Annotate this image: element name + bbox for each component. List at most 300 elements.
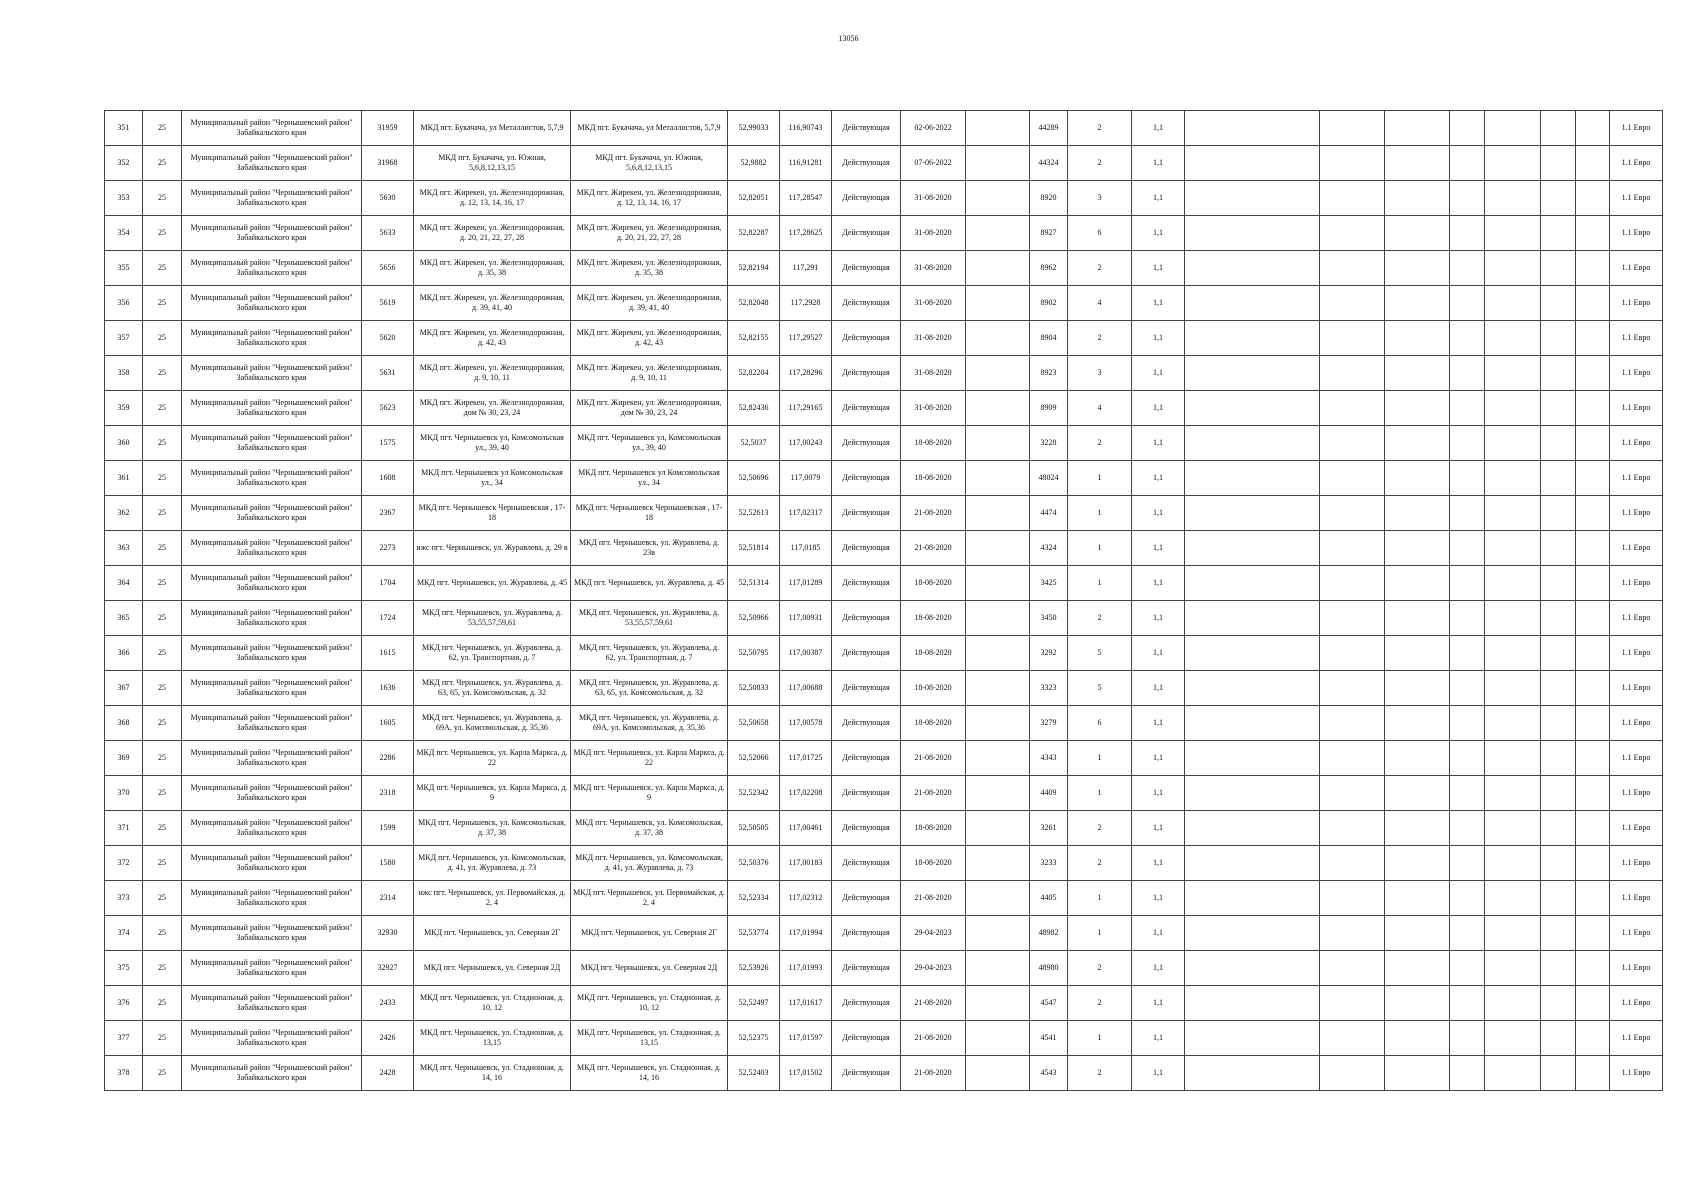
table-cell: 1575: [362, 426, 414, 461]
table-cell: 376: [105, 986, 143, 1021]
table-cell: МКД пгт. Жирекен, ул. Железнодорожная, д. 35, 38: [571, 251, 728, 286]
table-cell: 31-08-2020: [901, 216, 966, 251]
table-cell: 52,50505: [728, 811, 780, 846]
table-cell: [966, 391, 1030, 426]
table-cell: [1485, 216, 1541, 251]
table-cell: [1185, 776, 1320, 811]
table-cell: 1.1 Евро: [1610, 566, 1663, 601]
table-cell: Муниципальный район "Чернышевский район" Забайкальского края: [182, 496, 362, 531]
table-cell: 4547: [1030, 986, 1068, 1021]
table-cell: 359: [105, 391, 143, 426]
table-cell: 1608: [362, 461, 414, 496]
table-cell: [1450, 426, 1485, 461]
table-cell: [1450, 111, 1485, 146]
table-cell: 52,52342: [728, 776, 780, 811]
table-cell: 1: [1068, 531, 1132, 566]
table-cell: [966, 111, 1030, 146]
table-cell: 363: [105, 531, 143, 566]
table-cell: 117,29165: [780, 391, 832, 426]
table-cell: [1385, 216, 1450, 251]
table-cell: [1320, 601, 1385, 636]
table-row: [105, 1056, 1663, 1091]
table-cell: 18-08-2020: [901, 846, 966, 881]
table-cell: 25: [143, 1021, 182, 1056]
table-row: [105, 601, 1663, 636]
table-cell: [1320, 426, 1385, 461]
table-cell: [1185, 391, 1320, 426]
table-cell: 2: [1068, 986, 1132, 1021]
table-cell: 52,82051: [728, 181, 780, 216]
table-cell: 378: [105, 1056, 143, 1091]
table-cell: [1541, 426, 1576, 461]
table-cell: 117,29527: [780, 321, 832, 356]
table-cell: 117,0185: [780, 531, 832, 566]
table-cell: 1,1: [1132, 986, 1185, 1021]
table-cell: [1576, 986, 1610, 1021]
table-cell: 117,01993: [780, 951, 832, 986]
table-cell: МКД пгт. Чернышевск, ул. Журавлева, д. 45: [571, 566, 728, 601]
table-cell: МКД пгт. Чернышевск Чернышевская , 17-18: [414, 496, 571, 531]
table-cell: Действующая: [832, 881, 901, 916]
table-cell: [1320, 321, 1385, 356]
table-cell: 25: [143, 601, 182, 636]
table-cell: 21-08-2020: [901, 741, 966, 776]
table-cell: 117,01289: [780, 566, 832, 601]
table-cell: [1320, 111, 1385, 146]
table-cell: 369: [105, 741, 143, 776]
table-cell: 1.1 Евро: [1610, 741, 1663, 776]
table-cell: Действующая: [832, 846, 901, 881]
table-cell: 1,1: [1132, 916, 1185, 951]
table-cell: [1385, 986, 1450, 1021]
table-cell: МКД пгт. Жирекен, ул. Железнодорожная, д. 42, 43: [414, 321, 571, 356]
table-cell: 5631: [362, 356, 414, 391]
table-cell: 25: [143, 251, 182, 286]
table-cell: Муниципальный район "Чернышевский район" Забайкальского края: [182, 286, 362, 321]
table-row: [105, 496, 1663, 531]
table-cell: [1541, 846, 1576, 881]
table-cell: [1185, 1056, 1320, 1091]
table-cell: 3: [1068, 356, 1132, 391]
table-cell: [1185, 111, 1320, 146]
table-cell: [1320, 566, 1385, 601]
table-cell: [1450, 566, 1485, 601]
table-cell: [1385, 776, 1450, 811]
table-cell: Муниципальный район "Чернышевский район" Забайкальского края: [182, 811, 362, 846]
table-cell: Муниципальный район "Чернышевский район" Забайкальского края: [182, 356, 362, 391]
table-cell: 25: [143, 286, 182, 321]
table-cell: 1704: [362, 566, 414, 601]
table-cell: Муниципальный район "Чернышевский район" Забайкальского края: [182, 741, 362, 776]
table-cell: [1185, 706, 1320, 741]
table-cell: 2367: [362, 496, 414, 531]
table-cell: 52,82287: [728, 216, 780, 251]
table-cell: 116,91281: [780, 146, 832, 181]
table-cell: 5630: [362, 181, 414, 216]
table-cell: 117,00931: [780, 601, 832, 636]
table-cell: [1320, 251, 1385, 286]
table-cell: [1541, 916, 1576, 951]
table-cell: 31-08-2020: [901, 286, 966, 321]
table-cell: 4343: [1030, 741, 1068, 776]
table-cell: 2: [1068, 426, 1132, 461]
table-cell: 52,50795: [728, 636, 780, 671]
table-cell: 358: [105, 356, 143, 391]
table-cell: [1385, 111, 1450, 146]
table-cell: Действующая: [832, 601, 901, 636]
table-cell: 5620: [362, 321, 414, 356]
table-cell: [1541, 461, 1576, 496]
table-cell: [1185, 286, 1320, 321]
table-cell: Муниципальный район "Чернышевский район" Забайкальского края: [182, 426, 362, 461]
table-cell: [1450, 951, 1485, 986]
table-cell: 29-04-2023: [901, 951, 966, 986]
table-cell: МКД пгт. Жирекен, ул. Железнодорожная, д. 42, 43: [571, 321, 728, 356]
table-row: [105, 531, 1663, 566]
table-cell: [1185, 741, 1320, 776]
table-cell: [1541, 286, 1576, 321]
table-cell: [1485, 426, 1541, 461]
table-cell: 52,50658: [728, 706, 780, 741]
table-cell: МКД пгт. Чернышевск, ул. Северная 2Д: [571, 951, 728, 986]
table-row: [105, 706, 1663, 741]
table-cell: [1320, 391, 1385, 426]
table-cell: 52,50833: [728, 671, 780, 706]
table-cell: [1450, 741, 1485, 776]
table-cell: [1385, 741, 1450, 776]
table-cell: [1385, 566, 1450, 601]
table-row: [105, 286, 1663, 321]
table-cell: [1576, 811, 1610, 846]
table-cell: [1541, 671, 1576, 706]
table-cell: МКД пгт. Чернышевск ул, Комсомольская ул., 39, 40: [414, 426, 571, 461]
table-cell: МКД пгт. Чернышевск, ул. Стадионная, д. 14, 16: [571, 1056, 728, 1091]
table-cell: [1576, 531, 1610, 566]
table-cell: МКД пгт. Чернышевск, ул. Комсомольская, д. 41, ул. Журавлева, д. 73: [571, 846, 728, 881]
table-cell: 6: [1068, 706, 1132, 741]
table-cell: 1,1: [1132, 1021, 1185, 1056]
table-cell: 48982: [1030, 916, 1068, 951]
table-cell: [1450, 496, 1485, 531]
table-cell: Действующая: [832, 986, 901, 1021]
table-cell: 4: [1068, 286, 1132, 321]
table-cell: 1,1: [1132, 531, 1185, 566]
table-cell: 117,00688: [780, 671, 832, 706]
table-cell: Действующая: [832, 531, 901, 566]
table-cell: 371: [105, 811, 143, 846]
table-cell: 365: [105, 601, 143, 636]
table-cell: [1485, 111, 1541, 146]
table-cell: [1485, 496, 1541, 531]
table-cell: Действующая: [832, 251, 901, 286]
table-cell: [1576, 321, 1610, 356]
table-cell: Действующая: [832, 811, 901, 846]
table-cell: 25: [143, 216, 182, 251]
table-cell: МКД пгт. Чернышевск, ул. Журавлева, д. 45: [414, 566, 571, 601]
table-cell: Муниципальный район "Чернышевский район" Забайкальского края: [182, 986, 362, 1021]
table-cell: 4541: [1030, 1021, 1068, 1056]
table-cell: МКД пгт. Чернышевск, ул. Стадионная, д. 10, 12: [571, 986, 728, 1021]
table-cell: МКД пгт. Чернышевск, ул. Северная 2Г: [571, 916, 728, 951]
table-cell: 1,1: [1132, 776, 1185, 811]
table-cell: 1605: [362, 706, 414, 741]
table-cell: [1576, 706, 1610, 741]
table-cell: Муниципальный район "Чернышевский район" Забайкальского края: [182, 846, 362, 881]
table-cell: 8902: [1030, 286, 1068, 321]
table-cell: [1541, 251, 1576, 286]
table-cell: 373: [105, 881, 143, 916]
table-cell: [1385, 251, 1450, 286]
table-cell: [1385, 811, 1450, 846]
table-row: [105, 391, 1663, 426]
table-cell: [1485, 531, 1541, 566]
table-cell: [1385, 671, 1450, 706]
table-cell: 18-08-2020: [901, 706, 966, 741]
table-cell: 4405: [1030, 881, 1068, 916]
table-row: [105, 426, 1663, 461]
table-cell: МКД пгт. Чернышевск, ул. Карла Маркса, д. 9: [571, 776, 728, 811]
table-cell: [1450, 706, 1485, 741]
table-cell: [1576, 286, 1610, 321]
table-cell: [1541, 811, 1576, 846]
table-cell: 1,1: [1132, 1056, 1185, 1091]
table-cell: 32930: [362, 916, 414, 951]
table-cell: 18-08-2020: [901, 461, 966, 496]
table-cell: 1.1 Евро: [1610, 391, 1663, 426]
table-cell: 25: [143, 636, 182, 671]
table-cell: [1541, 951, 1576, 986]
table-cell: [1185, 216, 1320, 251]
table-cell: МКД пгт. Букачача, ул. Южная, 5,6,8,12,13,15: [414, 146, 571, 181]
table-cell: [1576, 741, 1610, 776]
table-cell: 31-08-2020: [901, 181, 966, 216]
table-cell: МКД пгт. Чернышевск ул, Комсомольская ул., 39, 40: [571, 426, 728, 461]
table-cell: [966, 1056, 1030, 1091]
table-cell: [1576, 146, 1610, 181]
table-cell: [1185, 881, 1320, 916]
table-cell: [1485, 671, 1541, 706]
table-cell: 52,5037: [728, 426, 780, 461]
table-cell: МКД пгт. Букачача, ул Металлистов, 5,7,9: [414, 111, 571, 146]
table-cell: 48024: [1030, 461, 1068, 496]
table-cell: 1,1: [1132, 321, 1185, 356]
table-cell: 375: [105, 951, 143, 986]
table-cell: 21-08-2020: [901, 531, 966, 566]
table-cell: 5619: [362, 286, 414, 321]
table-cell: 25: [143, 706, 182, 741]
table-cell: [1450, 286, 1485, 321]
table-row: [105, 461, 1663, 496]
table-cell: [1185, 1021, 1320, 1056]
table-cell: [1450, 1056, 1485, 1091]
table-cell: [966, 671, 1030, 706]
table-cell: [1385, 356, 1450, 391]
table-cell: Действующая: [832, 916, 901, 951]
table-cell: 25: [143, 776, 182, 811]
table-cell: [1485, 1021, 1541, 1056]
table-cell: 1.1 Евро: [1610, 496, 1663, 531]
registry-table: [104, 110, 1663, 1091]
table-row: [105, 321, 1663, 356]
table-cell: [1541, 741, 1576, 776]
table-cell: 31959: [362, 111, 414, 146]
table-cell: [1320, 1021, 1385, 1056]
table-cell: [1385, 286, 1450, 321]
table-cell: МКД пгт. Букачача, ул. Южная, 5,6,8,12,13,15: [571, 146, 728, 181]
table-cell: 8923: [1030, 356, 1068, 391]
table-cell: [1485, 811, 1541, 846]
table-cell: [1450, 846, 1485, 881]
table-cell: Муниципальный район "Чернышевский район" Забайкальского края: [182, 706, 362, 741]
table-cell: ижс пгт. Чернышевск, ул. Журавлева, д. 29 в: [414, 531, 571, 566]
table-cell: 3292: [1030, 636, 1068, 671]
table-cell: 2314: [362, 881, 414, 916]
table-cell: 2: [1068, 146, 1132, 181]
table-cell: 366: [105, 636, 143, 671]
table-cell: 3261: [1030, 811, 1068, 846]
table-cell: [1385, 881, 1450, 916]
table-cell: 117,2928: [780, 286, 832, 321]
table-cell: 354: [105, 216, 143, 251]
table-cell: [966, 146, 1030, 181]
table-cell: 368: [105, 706, 143, 741]
table-cell: [1385, 426, 1450, 461]
table-cell: 1.1 Евро: [1610, 251, 1663, 286]
table-cell: [966, 356, 1030, 391]
table-cell: [1185, 461, 1320, 496]
table-cell: 52,52334: [728, 881, 780, 916]
table-cell: [1320, 356, 1385, 391]
table-cell: 1.1 Евро: [1610, 531, 1663, 566]
table-cell: 1: [1068, 881, 1132, 916]
table-cell: [966, 846, 1030, 881]
table-cell: [1185, 566, 1320, 601]
table-cell: 1.1 Евро: [1610, 1056, 1663, 1091]
table-cell: [1450, 671, 1485, 706]
table-cell: Муниципальный район "Чернышевский район" Забайкальского края: [182, 321, 362, 356]
table-row: [105, 146, 1663, 181]
table-cell: [1576, 601, 1610, 636]
table-cell: 367: [105, 671, 143, 706]
table-cell: Муниципальный район "Чернышевский район" Забайкальского края: [182, 951, 362, 986]
table-cell: 1,1: [1132, 636, 1185, 671]
table-cell: [1185, 181, 1320, 216]
table-cell: 117,28547: [780, 181, 832, 216]
table-cell: 3228: [1030, 426, 1068, 461]
table-cell: [1450, 986, 1485, 1021]
table-cell: Действующая: [832, 496, 901, 531]
table-cell: 117,00243: [780, 426, 832, 461]
table-cell: [1576, 391, 1610, 426]
table-cell: [1576, 496, 1610, 531]
table-cell: 8904: [1030, 321, 1068, 356]
table-cell: [1485, 146, 1541, 181]
table-cell: [1185, 146, 1320, 181]
table-cell: [1576, 881, 1610, 916]
table-cell: 21-08-2020: [901, 776, 966, 811]
table-cell: 1580: [362, 846, 414, 881]
table-cell: [1385, 916, 1450, 951]
table-cell: 25: [143, 146, 182, 181]
table-cell: 07-06-2022: [901, 146, 966, 181]
table-cell: [1450, 776, 1485, 811]
table-cell: 117,01725: [780, 741, 832, 776]
table-cell: 1.1 Евро: [1610, 671, 1663, 706]
table-cell: Муниципальный район "Чернышевский район" Забайкальского края: [182, 146, 362, 181]
table-cell: Муниципальный район "Чернышевский район" Забайкальского края: [182, 181, 362, 216]
table-cell: МКД пгт. Чернышевск, ул. Стадионная, д. 13,15: [571, 1021, 728, 1056]
table-cell: 2428: [362, 1056, 414, 1091]
table-cell: [1485, 741, 1541, 776]
table-cell: [1541, 601, 1576, 636]
table-body: [105, 111, 1663, 1091]
table-cell: МКД пгт. Жирекен, ул. Железнодорожная, д. 12, 13, 14, 16, 17: [414, 181, 571, 216]
table-cell: Муниципальный район "Чернышевский район" Забайкальского края: [182, 391, 362, 426]
table-cell: [1576, 181, 1610, 216]
table-cell: 52,50376: [728, 846, 780, 881]
table-cell: [1541, 181, 1576, 216]
table-cell: 2: [1068, 601, 1132, 636]
table-row: [105, 356, 1663, 391]
table-cell: 8927: [1030, 216, 1068, 251]
table-cell: 357: [105, 321, 143, 356]
table-cell: [1185, 636, 1320, 671]
table-cell: [1185, 601, 1320, 636]
table-cell: [966, 286, 1030, 321]
table-cell: 117,01617: [780, 986, 832, 1021]
table-cell: 25: [143, 391, 182, 426]
table-cell: [1541, 636, 1576, 671]
table-cell: 25: [143, 811, 182, 846]
table-cell: 117,28625: [780, 216, 832, 251]
table-cell: [1450, 461, 1485, 496]
table-cell: [1576, 461, 1610, 496]
table-cell: [1320, 531, 1385, 566]
table-cell: 2: [1068, 321, 1132, 356]
table-cell: [1320, 636, 1385, 671]
table-cell: 52,82194: [728, 251, 780, 286]
table-cell: [1541, 1056, 1576, 1091]
table-cell: Муниципальный район "Чернышевский район" Забайкальского края: [182, 1021, 362, 1056]
table-cell: 3: [1068, 181, 1132, 216]
table-cell: [1485, 636, 1541, 671]
table-cell: Действующая: [832, 1021, 901, 1056]
table-cell: МКД пгт. Чернышевск, ул. Северная 2Д: [414, 951, 571, 986]
table-cell: [1450, 391, 1485, 426]
table-cell: Действующая: [832, 216, 901, 251]
table-cell: МКД пгт. Жирекен, ул. Железнодорожная, д. 9, 10, 11: [414, 356, 571, 391]
table-cell: 44289: [1030, 111, 1068, 146]
table-cell: МКД пгт. Чернышевск, ул. Комсомольская, д. 41, ул. Журавлева, д. 73: [414, 846, 571, 881]
page-number: 13056: [838, 34, 859, 43]
table-cell: 52,82048: [728, 286, 780, 321]
table-cell: [966, 251, 1030, 286]
table-cell: [1485, 356, 1541, 391]
table-cell: 18-08-2020: [901, 671, 966, 706]
table-cell: Муниципальный район "Чернышевский район" Забайкальского края: [182, 636, 362, 671]
table-cell: [1385, 846, 1450, 881]
table-cell: Муниципальный район "Чернышевский район" Забайкальского края: [182, 881, 362, 916]
table-row: [105, 181, 1663, 216]
table-cell: 5633: [362, 216, 414, 251]
table-cell: 1,1: [1132, 461, 1185, 496]
table-cell: МКД пгт. Жирекен, ул. Железнодорожная, д. 12, 13, 14, 16, 17: [571, 181, 728, 216]
table-cell: Действующая: [832, 741, 901, 776]
table-cell: 21-08-2020: [901, 986, 966, 1021]
table-cell: Действующая: [832, 146, 901, 181]
table-cell: 1.1 Евро: [1610, 216, 1663, 251]
table-cell: Муниципальный район "Чернышевский район" Забайкальского края: [182, 916, 362, 951]
